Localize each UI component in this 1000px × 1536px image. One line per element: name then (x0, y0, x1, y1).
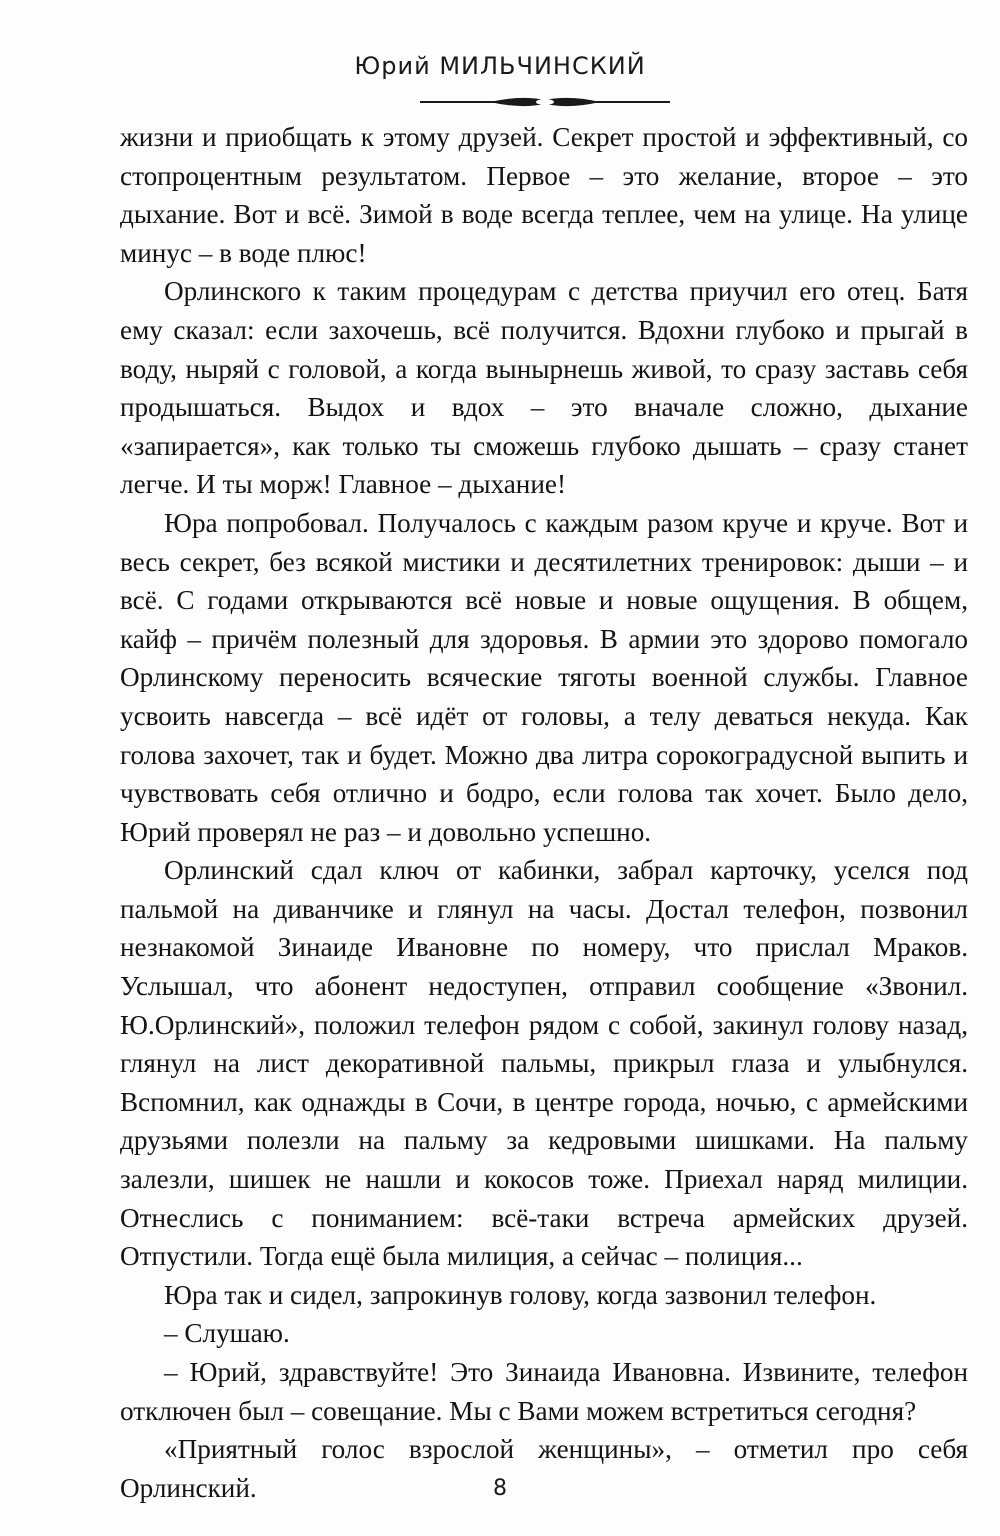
dialogue-line: – Слушаю. (164, 1318, 290, 1349)
page-number: 8 (493, 1476, 507, 1501)
paragraph: Орлинского к таким процедурам с детства приучил его отец. Батя ему сказал: если захочешь, всё получится. Вдохни глубоко и прыгай в воду, ныряй с головой, а когда вынырнешь живой, то сразу заставь себя продышаться. Выдох и вдох – это вначале сложно, дыхание «запирается», как только ты сможешь глубоко дышать – сразу станет легче. И ты морж! Главное – дыхание! (120, 276, 968, 500)
paragraph: «Приятный голос взрослой женщины», – отметил про себя Орлинский. (120, 1434, 968, 1503)
paragraph: Орлинский сдал ключ от кабинки, забрал карточку, уселся под пальмой на диванчике и глянул на часы. Достал телефон, позвонил незнакомой Зинаиде Ивановне по номеру, что прислал Мраков. Услышал, что абонент недоступен, отправил сообщение «Звонил. Ю.Орлинский», положил телефон рядом с собой, закинул голову назад, глянул на лист декоративной пальмы, прикрыл глаза и улыбнулся. Вспомнил, как однажды в Сочи, в центре города, ночью, с армейскими друзьями полезли на пальму за кедровыми шишками. На пальму залезли, шишек не нашли и кокосов тоже. Приехал наряд милиции. Отнеслись с пониманием: всё-таки встреча армейских друзей. Отпустили. Тогда ещё была милиция, а сейчас – полиция... (120, 855, 968, 1272)
body-text (120, 118, 968, 1507)
running-header: Юрий МИЛЬЧИНСКИЙ (354, 52, 646, 80)
paragraph: Юра попробовал. Получалось с каждым разом круче и круче. Вот и весь секрет, без всякой мистики и десятилетних тренировок: дыши – и всё. С годами открываются всё новые и новые ощущения. В общем, кайф – причём полезный для здоровья. В армии это здорово помогало Орлинскому переносить всяческие тяготы военной службы. Главное усвоить навсегда – всё идёт от головы, а телу деваться некуда. Как голова захочет, так и будет. Можно два литра сорокоградусной выпить и чувствовать себя отлично и бодро, если голова так хочет. Было дело, Юрий проверял не раз – и довольно успешно. (120, 507, 968, 847)
dialogue-line: – Юрий, здравствуйте! Это Зинаида Ивановна. Извините, телефон отключен был – совещание. Мы с Вами можем встретиться сегодня? (120, 1357, 968, 1426)
paragraph-continuation: жизни и приобщать к этому друзей. Секрет простой и эффективный, со стопроцентным результатом. Первое – это желание, второе – это дыхание. Вот и всё. Зимой в воде всегда теплее, чем на улице. На улице минус – в воде плюс! (120, 122, 968, 268)
header-ornament (420, 94, 670, 110)
paragraph: Юра так и сидел, запрокинув голову, когда зазвонил телефон. (164, 1279, 877, 1310)
